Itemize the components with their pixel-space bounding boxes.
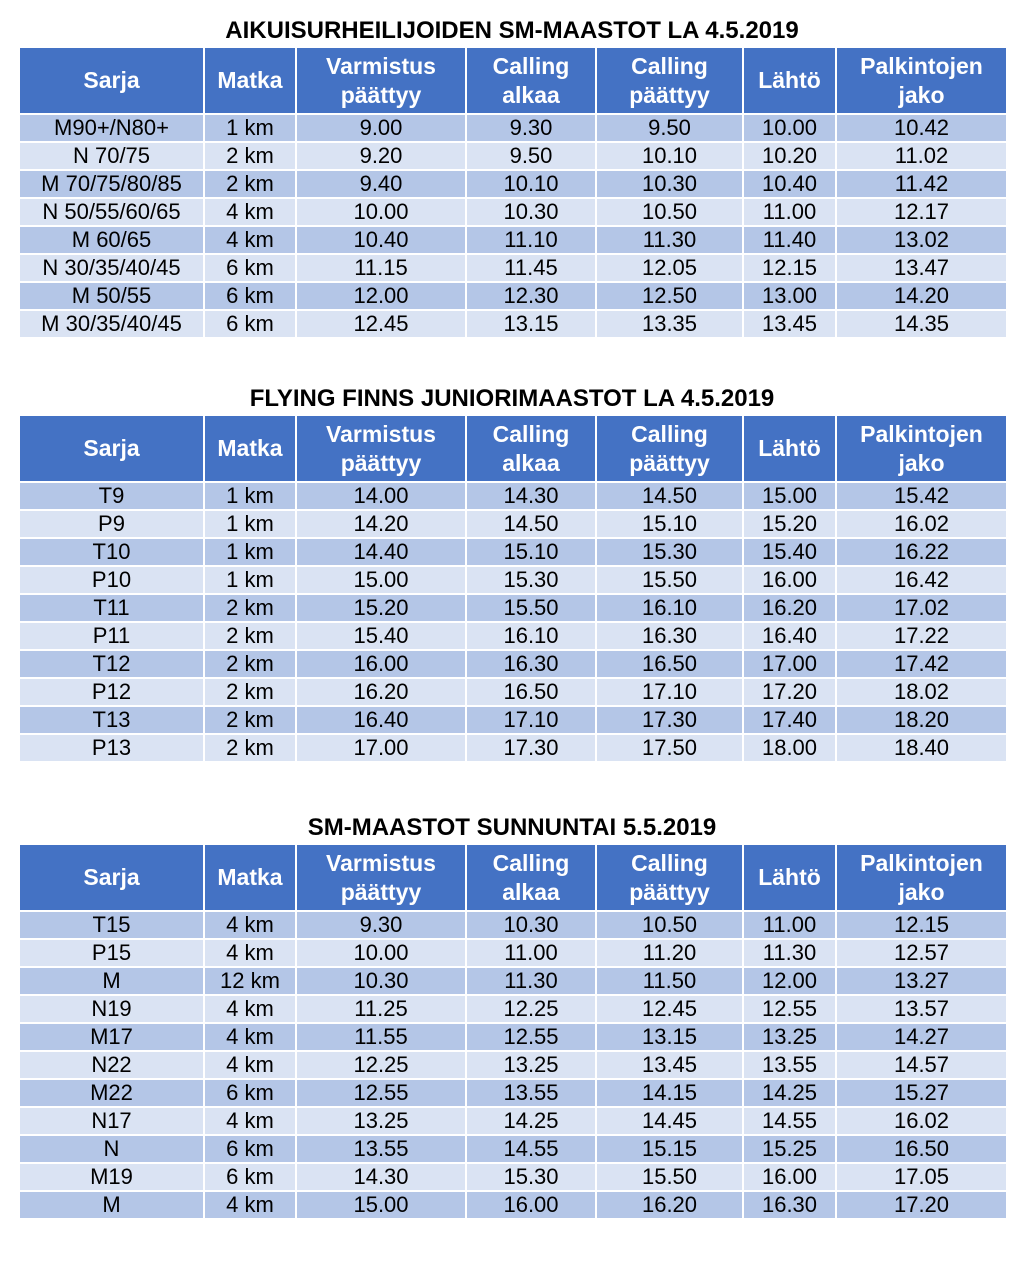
table-row — [19, 310, 1007, 338]
column-header-calling-paattyy: Calling päättyy — [596, 844, 743, 911]
cell-matka: 6 km — [204, 1135, 296, 1163]
cell-calling-alkaa: 13.25 — [466, 1051, 596, 1079]
cell-sarja: N — [19, 1135, 204, 1163]
table-body — [19, 911, 1007, 1219]
cell-calling-paattyy: 10.10 — [596, 142, 743, 170]
cell-palkintojen-jako: 14.27 — [836, 1023, 1007, 1051]
cell-lahto: 17.00 — [743, 650, 836, 678]
cell-varmistus-paattyy: 11.25 — [296, 995, 466, 1023]
column-header-sarja: Sarja — [19, 415, 204, 482]
cell-palkintojen-jako: 17.22 — [836, 622, 1007, 650]
cell-lahto: 16.40 — [743, 622, 836, 650]
cell-calling-paattyy: 17.50 — [596, 734, 743, 762]
cell-matka: 6 km — [204, 282, 296, 310]
cell-calling-paattyy: 13.45 — [596, 1051, 743, 1079]
table-row — [19, 1023, 1007, 1051]
schedule-table — [18, 843, 1008, 1220]
cell-calling-alkaa: 13.15 — [466, 310, 596, 338]
table-title: AIKUISURHEILIJOIDEN SM-MAASTOT LA 4.5.2019 — [225, 17, 799, 44]
cell-palkintojen-jako: 17.05 — [836, 1163, 1007, 1191]
cell-matka: 4 km — [204, 1107, 296, 1135]
cell-matka: 6 km — [204, 310, 296, 338]
column-header-varmistus-paattyy: Varmistus päättyy — [296, 415, 466, 482]
cell-palkintojen-jako: 12.17 — [836, 198, 1007, 226]
header-row — [19, 415, 1007, 482]
table-row — [19, 594, 1007, 622]
cell-calling-alkaa: 12.25 — [466, 995, 596, 1023]
cell-sarja: M 70/75/80/85 — [19, 170, 204, 198]
cell-lahto: 17.40 — [743, 706, 836, 734]
cell-palkintojen-jako: 14.20 — [836, 282, 1007, 310]
column-header-matka: Matka — [204, 47, 296, 114]
cell-lahto: 16.30 — [743, 1191, 836, 1219]
cell-calling-paattyy: 13.15 — [596, 1023, 743, 1051]
cell-calling-alkaa: 14.55 — [466, 1135, 596, 1163]
cell-palkintojen-jako: 11.42 — [836, 170, 1007, 198]
cell-calling-paattyy: 16.30 — [596, 622, 743, 650]
cell-matka: 1 km — [204, 482, 296, 510]
cell-palkintojen-jako: 18.40 — [836, 734, 1007, 762]
cell-calling-paattyy: 16.50 — [596, 650, 743, 678]
table-row — [19, 706, 1007, 734]
cell-lahto: 12.15 — [743, 254, 836, 282]
cell-palkintojen-jako: 15.42 — [836, 482, 1007, 510]
column-header-matka: Matka — [204, 844, 296, 911]
table-row — [19, 650, 1007, 678]
cell-calling-paattyy: 11.20 — [596, 939, 743, 967]
cell-matka: 4 km — [204, 911, 296, 939]
cell-palkintojen-jako: 14.35 — [836, 310, 1007, 338]
cell-calling-alkaa: 11.10 — [466, 226, 596, 254]
cell-lahto: 15.20 — [743, 510, 836, 538]
cell-matka: 6 km — [204, 1163, 296, 1191]
schedule-table — [18, 414, 1008, 763]
cell-sarja: P11 — [19, 622, 204, 650]
cell-lahto: 16.00 — [743, 1163, 836, 1191]
cell-matka: 4 km — [204, 198, 296, 226]
cell-lahto: 11.30 — [743, 939, 836, 967]
cell-calling-paattyy: 16.10 — [596, 594, 743, 622]
table-body — [19, 482, 1007, 762]
cell-palkintojen-jako: 16.02 — [836, 1107, 1007, 1135]
table-row — [19, 1107, 1007, 1135]
cell-matka: 12 km — [204, 967, 296, 995]
cell-palkintojen-jako: 13.27 — [836, 967, 1007, 995]
cell-varmistus-paattyy: 12.00 — [296, 282, 466, 310]
cell-varmistus-paattyy: 13.25 — [296, 1107, 466, 1135]
cell-calling-paattyy: 9.50 — [596, 114, 743, 142]
cell-matka: 2 km — [204, 650, 296, 678]
cell-palkintojen-jako: 14.57 — [836, 1051, 1007, 1079]
cell-calling-alkaa: 16.50 — [466, 678, 596, 706]
cell-palkintojen-jako: 16.50 — [836, 1135, 1007, 1163]
cell-matka: 4 km — [204, 1051, 296, 1079]
cell-varmistus-paattyy: 15.00 — [296, 566, 466, 594]
cell-palkintojen-jako: 16.22 — [836, 538, 1007, 566]
cell-lahto: 13.00 — [743, 282, 836, 310]
cell-calling-paattyy: 15.15 — [596, 1135, 743, 1163]
cell-palkintojen-jako: 17.42 — [836, 650, 1007, 678]
cell-matka: 2 km — [204, 678, 296, 706]
cell-calling-alkaa: 11.45 — [466, 254, 596, 282]
cell-varmistus-paattyy: 15.20 — [296, 594, 466, 622]
cell-varmistus-paattyy: 9.00 — [296, 114, 466, 142]
cell-varmistus-paattyy: 12.55 — [296, 1079, 466, 1107]
column-header-calling-paattyy: Calling päättyy — [596, 415, 743, 482]
cell-calling-paattyy: 11.30 — [596, 226, 743, 254]
cell-lahto: 11.40 — [743, 226, 836, 254]
cell-matka: 2 km — [204, 170, 296, 198]
cell-varmistus-paattyy: 11.15 — [296, 254, 466, 282]
cell-lahto: 15.00 — [743, 482, 836, 510]
cell-palkintojen-jako: 13.57 — [836, 995, 1007, 1023]
cell-sarja: P12 — [19, 678, 204, 706]
column-header-sarja: Sarja — [19, 47, 204, 114]
cell-varmistus-paattyy: 9.30 — [296, 911, 466, 939]
cell-sarja: M19 — [19, 1163, 204, 1191]
cell-sarja: P15 — [19, 939, 204, 967]
cell-palkintojen-jako: 10.42 — [836, 114, 1007, 142]
cell-palkintojen-jako: 17.20 — [836, 1191, 1007, 1219]
header-row — [19, 47, 1007, 114]
cell-varmistus-paattyy: 12.45 — [296, 310, 466, 338]
cell-calling-alkaa: 14.50 — [466, 510, 596, 538]
table-row — [19, 967, 1007, 995]
cell-matka: 2 km — [204, 142, 296, 170]
column-header-varmistus-paattyy: Varmistus päättyy — [296, 47, 466, 114]
cell-calling-paattyy: 10.50 — [596, 198, 743, 226]
cell-matka: 4 km — [204, 1023, 296, 1051]
schedule-section-sunday — [18, 813, 1006, 1220]
cell-calling-alkaa: 16.10 — [466, 622, 596, 650]
cell-calling-paattyy: 12.45 — [596, 995, 743, 1023]
cell-lahto: 18.00 — [743, 734, 836, 762]
table-row — [19, 254, 1007, 282]
cell-sarja: T9 — [19, 482, 204, 510]
cell-varmistus-paattyy: 15.40 — [296, 622, 466, 650]
cell-varmistus-paattyy: 11.55 — [296, 1023, 466, 1051]
column-header-lahto: Lähtö — [743, 415, 836, 482]
table-row — [19, 566, 1007, 594]
cell-sarja: N 50/55/60/65 — [19, 198, 204, 226]
schedule-section-adults — [18, 16, 1006, 339]
column-header-varmistus-paattyy: Varmistus päättyy — [296, 844, 466, 911]
cell-lahto: 10.40 — [743, 170, 836, 198]
cell-palkintojen-jako: 16.42 — [836, 566, 1007, 594]
column-header-lahto: Lähtö — [743, 844, 836, 911]
schedule-table — [18, 46, 1008, 339]
table-body — [19, 114, 1007, 338]
cell-varmistus-paattyy: 10.00 — [296, 939, 466, 967]
table-row — [19, 510, 1007, 538]
cell-lahto: 11.00 — [743, 911, 836, 939]
cell-calling-alkaa: 12.30 — [466, 282, 596, 310]
cell-palkintojen-jako: 13.47 — [836, 254, 1007, 282]
cell-matka: 4 km — [204, 939, 296, 967]
cell-calling-paattyy: 15.50 — [596, 1163, 743, 1191]
cell-palkintojen-jako: 17.02 — [836, 594, 1007, 622]
table-title: FLYING FINNS JUNIORIMAASTOT LA 4.5.2019 — [249, 385, 775, 412]
cell-calling-alkaa: 16.30 — [466, 650, 596, 678]
cell-matka: 1 km — [204, 566, 296, 594]
schedule-section-juniors — [18, 384, 1006, 763]
cell-matka: 4 km — [204, 995, 296, 1023]
cell-lahto: 14.55 — [743, 1107, 836, 1135]
cell-calling-alkaa: 11.30 — [466, 967, 596, 995]
cell-matka: 6 km — [204, 1079, 296, 1107]
table-row — [19, 1163, 1007, 1191]
column-header-palkintojen-jako: Palkintojen jako — [836, 415, 1007, 482]
cell-calling-alkaa: 13.55 — [466, 1079, 596, 1107]
cell-calling-paattyy: 14.50 — [596, 482, 743, 510]
cell-lahto: 16.00 — [743, 566, 836, 594]
cell-varmistus-paattyy: 9.40 — [296, 170, 466, 198]
cell-calling-alkaa: 10.30 — [466, 911, 596, 939]
cell-sarja: T13 — [19, 706, 204, 734]
cell-palkintojen-jako: 11.02 — [836, 142, 1007, 170]
cell-matka: 4 km — [204, 1191, 296, 1219]
cell-sarja: N17 — [19, 1107, 204, 1135]
cell-sarja: M22 — [19, 1079, 204, 1107]
cell-lahto: 14.25 — [743, 1079, 836, 1107]
cell-lahto: 13.25 — [743, 1023, 836, 1051]
cell-lahto: 15.40 — [743, 538, 836, 566]
table-row — [19, 622, 1007, 650]
table-row — [19, 482, 1007, 510]
table-row — [19, 1135, 1007, 1163]
cell-sarja: T12 — [19, 650, 204, 678]
cell-sarja: T10 — [19, 538, 204, 566]
table-row — [19, 734, 1007, 762]
cell-sarja: N 30/35/40/45 — [19, 254, 204, 282]
cell-palkintojen-jako: 13.02 — [836, 226, 1007, 254]
cell-lahto: 10.20 — [743, 142, 836, 170]
cell-lahto: 13.45 — [743, 310, 836, 338]
cell-matka: 2 km — [204, 734, 296, 762]
cell-matka: 2 km — [204, 622, 296, 650]
cell-varmistus-paattyy: 16.20 — [296, 678, 466, 706]
cell-matka: 4 km — [204, 226, 296, 254]
column-header-calling-paattyy: Calling päättyy — [596, 47, 743, 114]
cell-calling-alkaa: 17.30 — [466, 734, 596, 762]
cell-lahto: 10.00 — [743, 114, 836, 142]
cell-varmistus-paattyy: 14.40 — [296, 538, 466, 566]
table-row — [19, 538, 1007, 566]
cell-varmistus-paattyy: 14.00 — [296, 482, 466, 510]
cell-matka: 1 km — [204, 510, 296, 538]
cell-calling-alkaa: 14.25 — [466, 1107, 596, 1135]
cell-varmistus-paattyy: 16.00 — [296, 650, 466, 678]
cell-sarja: T15 — [19, 911, 204, 939]
cell-calling-alkaa: 9.30 — [466, 114, 596, 142]
cell-calling-alkaa: 16.00 — [466, 1191, 596, 1219]
column-header-palkintojen-jako: Palkintojen jako — [836, 47, 1007, 114]
cell-calling-alkaa: 10.30 — [466, 198, 596, 226]
table-row — [19, 282, 1007, 310]
cell-varmistus-paattyy: 12.25 — [296, 1051, 466, 1079]
table-row — [19, 170, 1007, 198]
cell-calling-alkaa: 10.10 — [466, 170, 596, 198]
cell-palkintojen-jako: 15.27 — [836, 1079, 1007, 1107]
cell-matka: 1 km — [204, 538, 296, 566]
cell-sarja: N22 — [19, 1051, 204, 1079]
cell-sarja: M — [19, 1191, 204, 1219]
cell-varmistus-paattyy: 14.20 — [296, 510, 466, 538]
cell-calling-alkaa: 11.00 — [466, 939, 596, 967]
table-row — [19, 939, 1007, 967]
cell-matka: 6 km — [204, 254, 296, 282]
cell-varmistus-paattyy: 14.30 — [296, 1163, 466, 1191]
cell-lahto: 17.20 — [743, 678, 836, 706]
cell-calling-alkaa: 15.50 — [466, 594, 596, 622]
cell-calling-paattyy: 12.50 — [596, 282, 743, 310]
cell-calling-paattyy: 15.30 — [596, 538, 743, 566]
cell-calling-paattyy: 15.50 — [596, 566, 743, 594]
cell-calling-paattyy: 14.45 — [596, 1107, 743, 1135]
cell-varmistus-paattyy: 10.30 — [296, 967, 466, 995]
cell-lahto: 13.55 — [743, 1051, 836, 1079]
cell-sarja: P9 — [19, 510, 204, 538]
cell-calling-alkaa: 15.30 — [466, 566, 596, 594]
column-header-lahto: Lähtö — [743, 47, 836, 114]
table-row — [19, 995, 1007, 1023]
cell-varmistus-paattyy: 9.20 — [296, 142, 466, 170]
cell-calling-alkaa: 17.10 — [466, 706, 596, 734]
column-header-sarja: Sarja — [19, 844, 204, 911]
table-row — [19, 114, 1007, 142]
table-row — [19, 678, 1007, 706]
cell-matka: 2 km — [204, 594, 296, 622]
column-header-calling-alkaa: Calling alkaa — [466, 415, 596, 482]
cell-lahto: 11.00 — [743, 198, 836, 226]
table-row — [19, 226, 1007, 254]
table-row — [19, 1079, 1007, 1107]
cell-sarja: N19 — [19, 995, 204, 1023]
cell-varmistus-paattyy: 16.40 — [296, 706, 466, 734]
cell-varmistus-paattyy: 13.55 — [296, 1135, 466, 1163]
cell-sarja: M90+/N80+ — [19, 114, 204, 142]
cell-varmistus-paattyy: 17.00 — [296, 734, 466, 762]
cell-calling-paattyy: 13.35 — [596, 310, 743, 338]
column-header-calling-alkaa: Calling alkaa — [466, 844, 596, 911]
cell-palkintojen-jako: 16.02 — [836, 510, 1007, 538]
cell-palkintojen-jako: 12.57 — [836, 939, 1007, 967]
cell-calling-paattyy: 10.30 — [596, 170, 743, 198]
cell-sarja: N 70/75 — [19, 142, 204, 170]
cell-calling-alkaa: 14.30 — [466, 482, 596, 510]
cell-sarja: T11 — [19, 594, 204, 622]
cell-sarja: M 50/55 — [19, 282, 204, 310]
cell-calling-paattyy: 11.50 — [596, 967, 743, 995]
cell-calling-paattyy: 17.10 — [596, 678, 743, 706]
cell-calling-paattyy: 14.15 — [596, 1079, 743, 1107]
cell-sarja: M 60/65 — [19, 226, 204, 254]
cell-lahto: 15.25 — [743, 1135, 836, 1163]
table-row — [19, 142, 1007, 170]
cell-palkintojen-jako: 12.15 — [836, 911, 1007, 939]
cell-sarja: M 30/35/40/45 — [19, 310, 204, 338]
cell-calling-paattyy: 16.20 — [596, 1191, 743, 1219]
cell-calling-alkaa: 15.10 — [466, 538, 596, 566]
table-row — [19, 911, 1007, 939]
cell-palkintojen-jako: 18.20 — [836, 706, 1007, 734]
column-header-palkintojen-jako: Palkintojen jako — [836, 844, 1007, 911]
table-title: SM-MAASTOT SUNNUNTAI 5.5.2019 — [307, 814, 717, 841]
table-row — [19, 198, 1007, 226]
cell-calling-paattyy: 10.50 — [596, 911, 743, 939]
cell-calling-paattyy: 17.30 — [596, 706, 743, 734]
cell-varmistus-paattyy: 10.00 — [296, 198, 466, 226]
cell-varmistus-paattyy: 15.00 — [296, 1191, 466, 1219]
cell-sarja: M — [19, 967, 204, 995]
cell-varmistus-paattyy: 10.40 — [296, 226, 466, 254]
header-row — [19, 844, 1007, 911]
cell-lahto: 12.00 — [743, 967, 836, 995]
cell-calling-alkaa: 12.55 — [466, 1023, 596, 1051]
table-row — [19, 1191, 1007, 1219]
cell-lahto: 12.55 — [743, 995, 836, 1023]
cell-palkintojen-jako: 18.02 — [836, 678, 1007, 706]
cell-sarja: P10 — [19, 566, 204, 594]
cell-calling-paattyy: 12.05 — [596, 254, 743, 282]
cell-matka: 1 km — [204, 114, 296, 142]
cell-sarja: M17 — [19, 1023, 204, 1051]
cell-sarja: P13 — [19, 734, 204, 762]
cell-calling-paattyy: 15.10 — [596, 510, 743, 538]
column-header-matka: Matka — [204, 415, 296, 482]
table-row — [19, 1051, 1007, 1079]
cell-matka: 2 km — [204, 706, 296, 734]
cell-calling-alkaa: 15.30 — [466, 1163, 596, 1191]
column-header-calling-alkaa: Calling alkaa — [466, 47, 596, 114]
cell-calling-alkaa: 9.50 — [466, 142, 596, 170]
cell-lahto: 16.20 — [743, 594, 836, 622]
